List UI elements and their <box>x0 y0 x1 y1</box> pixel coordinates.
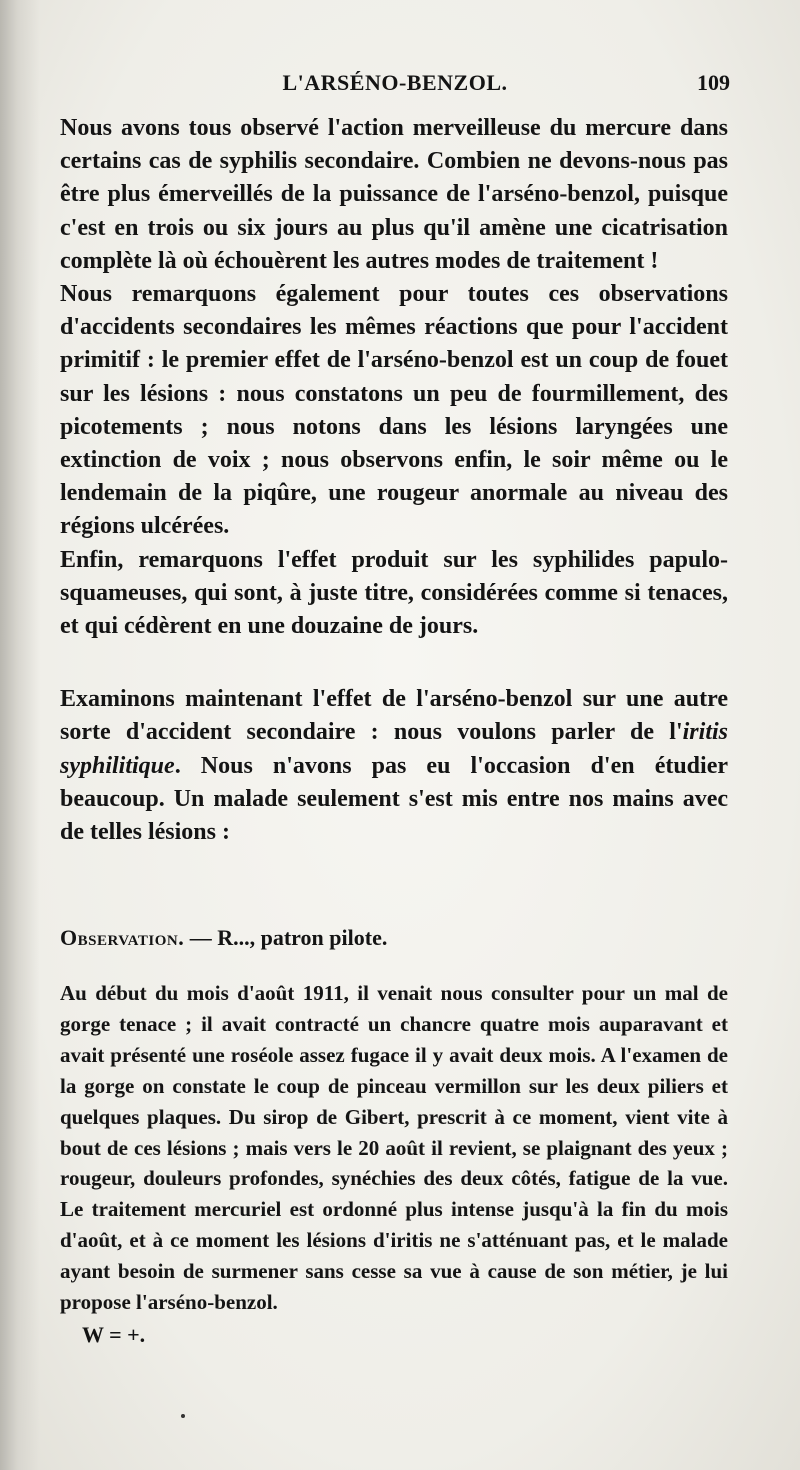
paragraph-1: Nous avons tous observé l'action merveilleuse du mercure dans certains cas de syphilis secondaire. Combien ne devons-nous pas être plus émerveillés de la puissance de l'arséno-benzol, puisque c'est en trois ou six jours au plus qu'il amène une cicatrisation complète là où échouèrent les autres modes de traitement ! <box>60 115 728 274</box>
paragraph-spacer <box>60 643 728 683</box>
page-header <box>60 64 730 104</box>
paragraph-3: Enfin, remarquons l'effet produit sur les syphilides papulo-squameuses, qui sont, à juste titre, considérées comme si tenaces, et qui cédèrent en une douzaine de jours. <box>60 546 728 640</box>
paragraph-2: Nous remarquons également pour toutes ces observations d'accidents secondaires les mêmes réactions que pour l'accident primitif : le premier effet de l'arséno-benzol est un coup de fouet sur les lésions : nous constatons un peu de fourmillement, des picotements ; nous notons dans les lésions laryngées une extinction de voix ; nous observons enfin, le soir même ou le lendemain de la piqûre, une rougeur anormale au niveau des régions ulcérées. <box>60 281 728 540</box>
paragraph-4-start: Examinons maintenant l'effet de l'arséno-benzol sur une autre sorte d'accident secondaire : nous voulons parler de l' <box>60 686 728 746</box>
observation-dash: — <box>184 925 218 950</box>
paragraph-4-italic-term: iritis syphilitique <box>60 719 728 779</box>
observation-heading <box>60 925 728 951</box>
running-title: L'ARSÉNO-BENZOL. <box>282 70 508 95</box>
observation-text <box>60 978 728 1318</box>
page-number: 109 <box>697 70 730 95</box>
observation-label: Observation. <box>60 925 185 950</box>
paragraph-4 <box>60 683 728 849</box>
page-gutter-shadow <box>0 0 40 1470</box>
main-text <box>60 112 728 849</box>
ink-speck <box>181 1414 185 1418</box>
observation-paragraph: Au début du mois d'août 1911, il venait nous consulter pour un mal de gorge tenace ; il avait contracté un chancre quatre mois auparavant et avait présenté une roséole assez fugace il y avait deux mois. A l'examen de la gorge on constate le coup de pinceau vermillon sur les deux piliers et quelques plaques. Du sirop de Gibert, prescrit à ce moment, vient vite à bout de ces lésions ; mais vers le 20 août il revient, se plaignant des yeux ; rougeur, douleurs profondes, synéchies des deux côtés, fatigue de la vue. Le traitement mercuriel est ordonné plus intense jusqu'à la fin du mois d'août, et à ce moment les lésions d'iritis ne s'atténuant pas, et le malade ayant besoin de surmener sans cesse sa vue à cause de son métier, je lui propose l'arséno-benzol. <box>60 981 728 1315</box>
formula-line: W = +. <box>82 1322 146 1347</box>
observation-subject: R..., patron pilote. <box>217 925 388 950</box>
paragraph-4-end: . Nous n'avons pas eu l'occasion d'en étudier beaucoup. Un malade seulement s'est mis entre nos mains avec de telles lésions : <box>60 752 728 846</box>
